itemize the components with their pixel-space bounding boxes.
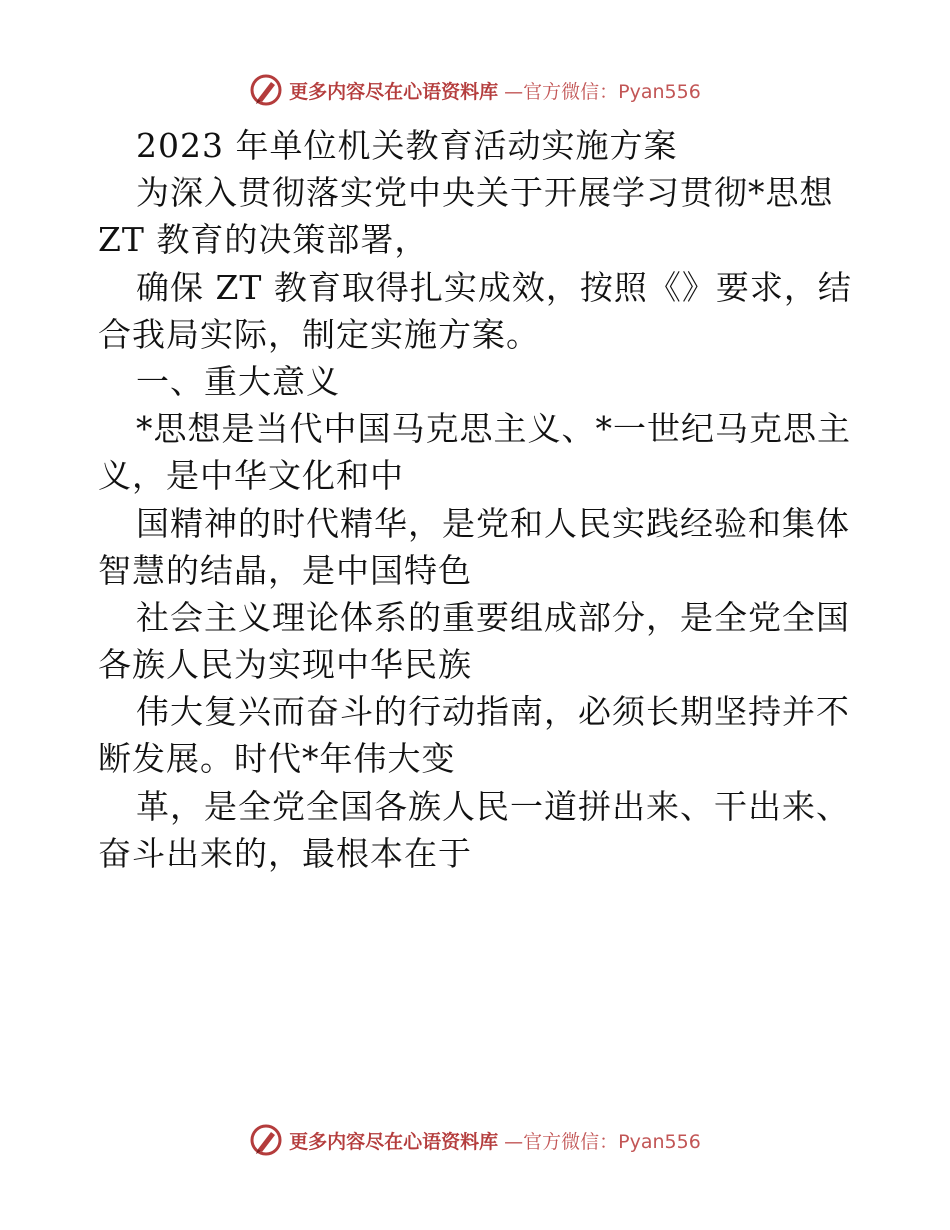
document-body	[98, 122, 858, 877]
paragraph-line: 义，是中华文化和中	[98, 456, 404, 496]
footer-banner-text: 更多内容尽在心语资料库	[289, 1130, 499, 1153]
paragraph-line: 革，是全党全国各族人民一道拼出来、干出来、	[136, 786, 850, 826]
paragraph-line: *思想是当代中国马克思主义、*一世纪马克思主	[136, 409, 851, 449]
pen-logo-icon	[249, 73, 283, 107]
paragraph-line: 合我局实际，制定实施方案。	[98, 314, 540, 354]
document-title: 2023 年单位机关教育活动实施方案	[136, 126, 678, 165]
paragraph-line: 为深入贯彻落实党中央关于开展学习贯彻*思想	[136, 173, 834, 213]
paragraph-line: 社会主义理论体系的重要组成部分，是全党全国	[136, 597, 850, 637]
section-heading: 一、重大意义	[136, 361, 340, 401]
paragraph-line: ZT 教育的决策部署，	[98, 220, 429, 260]
paragraph-line: 各族人民为实现中华民族	[98, 645, 472, 685]
paragraph-line: 确保 ZT 教育取得扎实成效，按照《》要求，结	[136, 267, 852, 307]
header-banner-text: 更多内容尽在心语资料库	[289, 80, 499, 103]
paragraph-line: 国精神的时代精华，是党和人民实践经验和集体	[136, 503, 850, 543]
footer-banner	[0, 1120, 950, 1160]
paragraph-line: 智慧的结晶，是中国特色	[98, 550, 472, 590]
paragraph-line: 伟大复兴而奋斗的行动指南，必须长期坚持并不	[136, 692, 850, 732]
header-banner	[0, 70, 950, 110]
header-banner-contact: —官方微信：Pyan556	[504, 80, 701, 103]
paragraph-line: 断发展。时代*年伟大变	[98, 739, 456, 779]
footer-banner-contact: —官方微信：Pyan556	[504, 1130, 701, 1153]
paragraph-line: 奋斗出来的，最根本在于	[98, 833, 472, 873]
pen-logo-icon	[249, 1123, 283, 1157]
